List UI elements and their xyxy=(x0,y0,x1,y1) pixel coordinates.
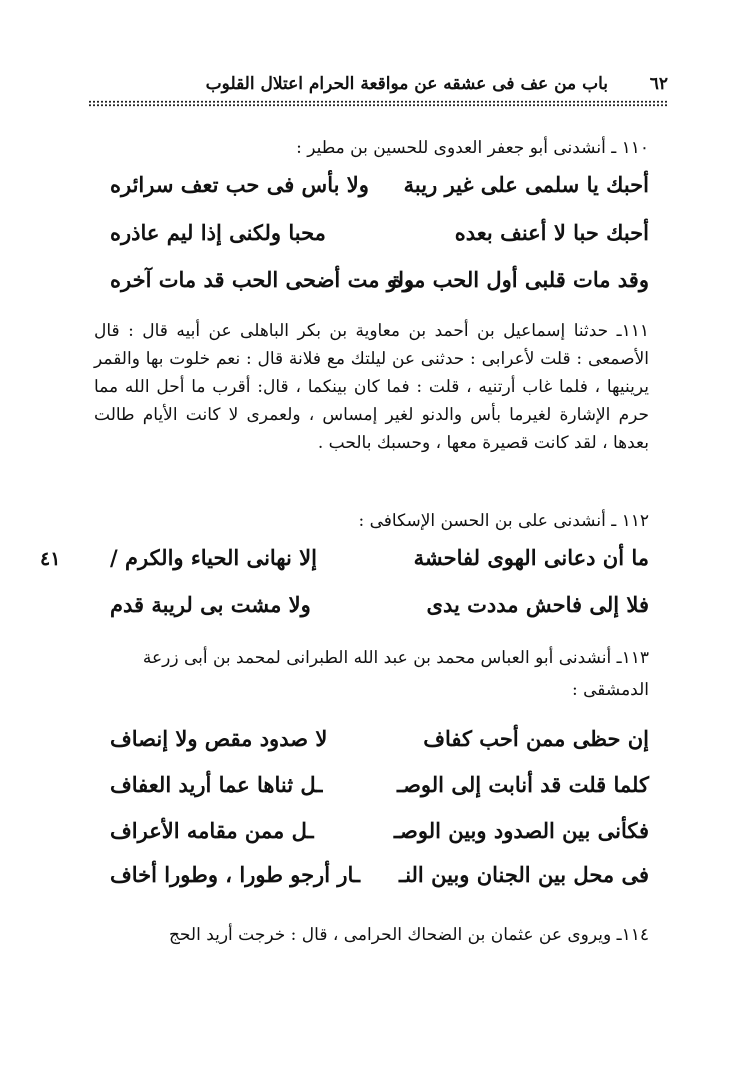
verse-hemistich-right: فلا إلى فاحش مددت يدى xyxy=(426,592,649,617)
verse-hemistich-right: وقد مات قلبى أول الحب مرة xyxy=(391,267,649,292)
verse-hemistich-right: ما أن دعانى الهوى لفاحشة xyxy=(413,545,649,570)
verse-hemistich-left: محبا ولكنى إذا ليم عاذره xyxy=(110,220,326,245)
verse-hemistich-right: أحبك حبا لا أعنف بعده xyxy=(454,220,649,245)
entry-113-heading: ١١٣ـ أنشدنى أبو العباس محمد بن عبد الله الطبرانى لمحمد بن أبى زرعة xyxy=(142,648,649,668)
entry-110-heading: ١١٠ ـ أنشدنى أبو جعفر العدوى للحسين بن مطير : xyxy=(296,138,649,158)
verse-hemistich-right: أحبك يا سلمى على غير ريبة xyxy=(403,172,649,197)
verse-hemistich-left: ولا بأس فى حب تعف سرائره xyxy=(110,172,369,197)
verse-hemistich-left: ولا مشت بى لريبة قدم xyxy=(110,592,311,617)
page-number: ٦٢ xyxy=(649,74,668,94)
margin-folio-number: ٤١ xyxy=(40,548,61,570)
verse-hemistich-left: ـار أرجو طورا ، وطورا أخاف xyxy=(110,862,361,887)
verse-hemistich-right: إن حظى ممن أحب كفاف xyxy=(423,726,649,751)
verse-hemistich-left: ـل ثناها عما أريد العفاف xyxy=(110,772,323,797)
verse-hemistich-right: فى محل بين الجنان وبين النـ xyxy=(399,862,649,887)
verse-hemistich-left: ـل ممن مقامه الأعراف xyxy=(110,818,314,843)
entry-114-heading: ١١٤ـ ويروى عن عثمان بن الضحاك الحرامى ، قال : خرجت أريد الحج xyxy=(168,925,649,945)
verse-hemistich-right: كلما قلت قد أنابت إلى الوصـ xyxy=(396,772,649,797)
entry-113-heading-cont: الدمشقى : xyxy=(572,680,649,700)
header-rule xyxy=(88,100,668,107)
verse-hemistich-left: إلا نهانى الحياء والكرم / xyxy=(110,545,317,570)
verse-hemistich-right: فكأنى بين الصدود وبين الوصـ xyxy=(393,818,649,843)
entry-112-heading: ١١٢ ـ أنشدنى على بن الحسن الإسكافى : xyxy=(358,511,649,531)
verse-hemistich-left: لا صدود مقص ولا إنصاف xyxy=(110,726,328,751)
running-title: باب من عف فى عشقه عن مواقعة الحرام اعتلال القلوب xyxy=(205,74,608,94)
verse-hemistich-left: ولو مت أضحى الحب قد مات آخره xyxy=(110,267,415,292)
entry-111-paragraph: ١١١ـ حدثنا إسماعيل بن أحمد بن معاوية بن بكر الباهلى عن أبيه قال : قال الأصمعى : قلت لأعرابى : حدثنى عن ليلتك مع فلانة قال : نعم خلوت بها والقمر يرينيها ، فلما غاب أرتنيه ، قلت : فما كان بينكما ، قال: أقرب ما أحل الله مما حرم الإشارة لغيرما بأس والدنو لغير إمساس ، ولعمرى لا كانت الأيام طالت بعدها ، لقد كانت قصيرة معها ، وحسبك بالحب . xyxy=(94,321,649,453)
